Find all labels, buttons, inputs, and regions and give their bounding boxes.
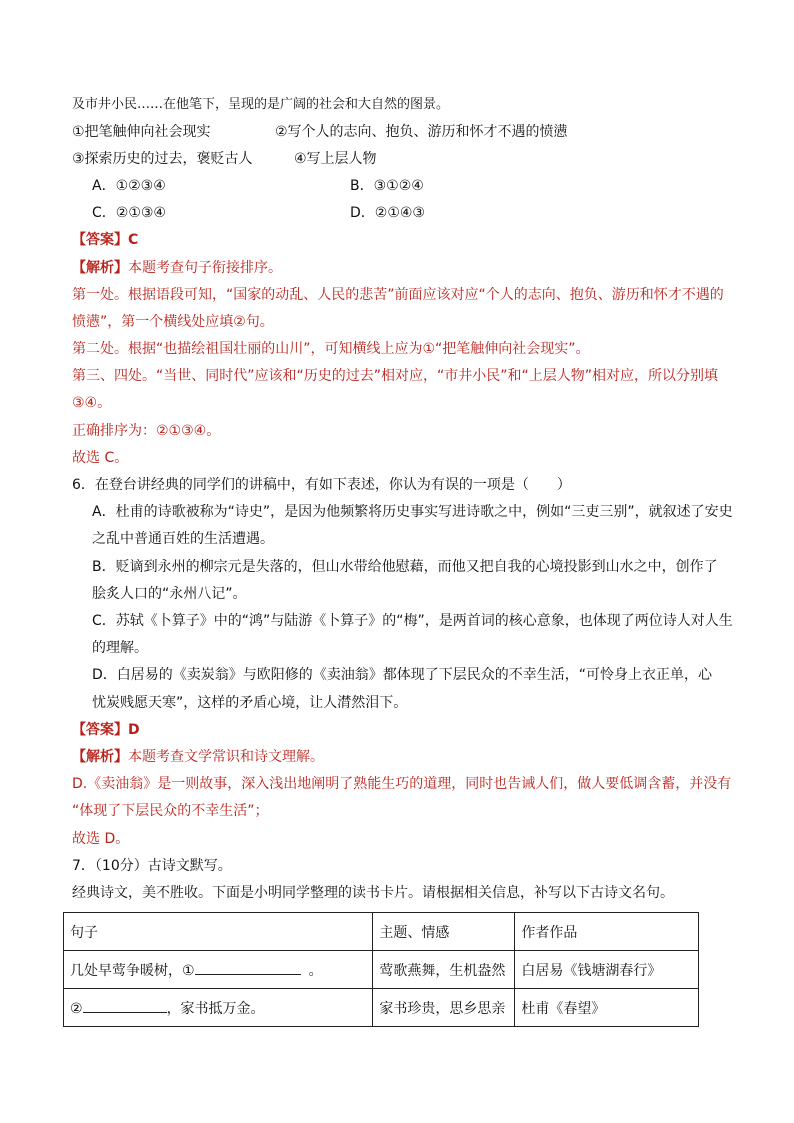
q6-option-c-line2: 的理解。	[92, 640, 148, 656]
fill-blank-2[interactable]	[83, 998, 167, 1013]
q6-pick-line: 故选 D。	[72, 831, 130, 847]
q5-choice-a: A．①②③④	[92, 178, 166, 194]
table-row	[64, 951, 699, 989]
table-header-cell: 句子	[64, 913, 373, 951]
q5-pick-line: 故选 C。	[72, 450, 129, 466]
table-header-row	[64, 913, 699, 951]
q5-option-2: ②写个人的志向、抱负、游历和怀才不遇的愤懑	[275, 124, 568, 140]
q5-analysis-intro: 本题考查句子衔接排序。	[128, 260, 282, 276]
q5-analysis-p1-line2: 愤懑”，第一个横线处应填②句。	[72, 314, 274, 330]
q5-option-3: ③探索历史的过去，褒贬古人	[72, 151, 253, 167]
q5-analysis-p2: 第二处。根据“也描绘祖国壮丽的山川”，可知横线上应为①“把笔触伸向社会现实”。	[72, 341, 590, 357]
q5-analysis	[72, 258, 282, 278]
q5-option-4: ④写上层人物	[294, 151, 377, 167]
sentence-cell	[64, 951, 373, 989]
q7-stem: 7．（10分）古诗文默写。	[72, 858, 232, 874]
q6-analysis-tag: 【解析】	[72, 749, 128, 765]
q5-choice-c: C．②①③④	[92, 205, 166, 221]
q5-answer	[72, 230, 138, 250]
q6-option-a-line2: 之乱中普通百姓的生活遭遇。	[92, 531, 274, 547]
q6-analysis-d-line1: D.《卖油翁》是一则故事，深入浅出地阐明了熟能生巧的道理，同时也告诫人们，做人要低调含蓄，并没有	[72, 776, 732, 792]
reading-card-table	[63, 912, 699, 1027]
q5-order-line: 正确排序为：②①③④。	[72, 423, 221, 439]
q6-option-a-line1: A．杜甫的诗歌被称为“诗史”，是因为他频繁将历史事实写进诗歌之中，例如“三吏三别”，就叙述了安史	[92, 504, 733, 520]
q6-option-b-line1: B．贬谪到永州的柳宗元是失落的，但山水带给他慰藉，而他又把自我的心境投影到山水之中，创作了	[92, 559, 718, 575]
sentence-prefix: ②	[70, 1000, 83, 1017]
q6-answer-value: D	[128, 722, 140, 738]
q7-intro: 经典诗文，美不胜收。下面是小明同学整理的读书卡片。请根据相关信息，补写以下古诗文名句。	[72, 885, 674, 901]
q6-answer	[72, 720, 140, 740]
sentence-suffix: 。	[308, 962, 323, 979]
q5-answer-value: C	[128, 232, 139, 248]
table-row	[64, 989, 699, 1027]
q6-stem: 6．在登台讲经典的同学们的讲稿中，有如下表述，你认为有误的一项是（ ）	[72, 477, 571, 493]
intro-line: 及市井小民……在他笔下，呈现的是广阔的社会和大自然的图景。	[72, 97, 450, 112]
q5-answer-tag: 【答案】	[72, 232, 128, 248]
q5-analysis-p3-line1: 第三、四处。“当世、同时代”应该和“历史的过去”相对应，“市井小民”和“上层人物”相对应，所以分别填	[72, 368, 719, 384]
q6-analysis	[72, 747, 324, 767]
q6-analysis-d-line2: “体现了下层民众的不幸生活”；	[72, 803, 269, 819]
q5-choice-b: B．③①②④	[350, 178, 424, 194]
fill-blank-1[interactable]	[195, 960, 301, 975]
table-header-cell: 主题、情感	[373, 913, 515, 951]
work-cell: 杜甫《春望》	[515, 989, 699, 1027]
q5-analysis-p1-line1: 第一处。根据语段可知，“国家的动乱、人民的悲苦”前面应该对应“个人的志向、抱负、游历和怀才不遇的	[72, 287, 724, 303]
q6-option-d-line2: 忧炭贱愿天寒”，这样的矛盾心境，让人潸然泪下。	[92, 695, 408, 711]
q6-analysis-intro: 本题考查文学常识和诗文理解。	[128, 749, 324, 765]
q5-option-1: ①把笔触伸向社会现实	[72, 124, 211, 140]
table-header-cell: 作者作品	[515, 913, 699, 951]
work-cell: 白居易《钱塘湖春行》	[515, 951, 699, 989]
q6-option-b-line2: 脍炙人口的“永州八记”。	[92, 586, 247, 602]
q6-option-d-line1: D．白居易的《卖炭翁》与欧阳修的《卖油翁》都体现了下层民众的不幸生活，“可怜身上衣正单，心	[92, 667, 713, 683]
q5-analysis-p3-line2: ③④。	[72, 395, 112, 411]
sentence-suffix: ，家书抵万金。	[166, 1000, 265, 1017]
theme-cell: 家书珍贵，思乡思亲	[373, 989, 515, 1027]
q6-answer-tag: 【答案】	[72, 722, 128, 738]
q5-choice-d: D．②①④③	[350, 205, 425, 221]
q5-analysis-tag: 【解析】	[72, 260, 128, 276]
sentence-prefix: 几处早莺争暖树，①	[70, 962, 195, 979]
q6-option-c-line1: C．苏轼《卜算子》中的“鸿”与陆游《卜算子》的“梅”，是两首词的核心意象，也体现了两位诗人对人生	[92, 613, 733, 629]
sentence-cell	[64, 989, 373, 1027]
theme-cell: 莺歌燕舞，生机盎然	[373, 951, 515, 989]
